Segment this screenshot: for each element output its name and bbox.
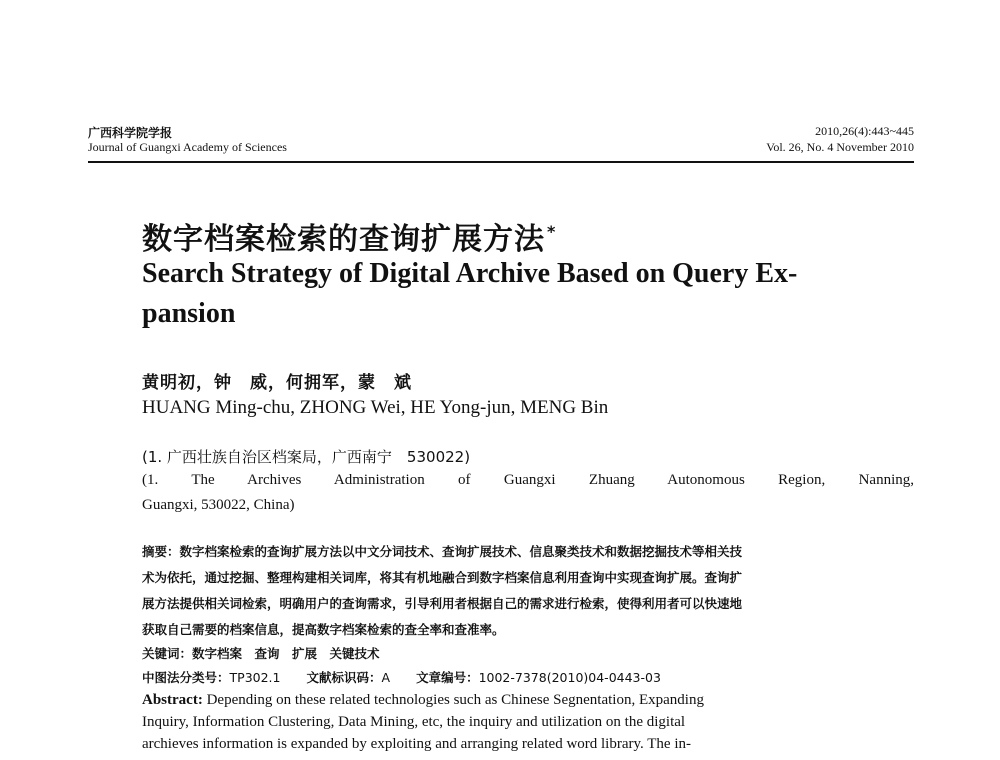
abstract-en-line-3: archieves information is expanded by exploiting and arranging related word library. The in- — [142, 736, 691, 752]
document-code-value: A — [381, 670, 391, 685]
title-en-line-2: pansion — [142, 298, 236, 329]
title-footnote-mark: * — [547, 222, 557, 241]
affiliation-en-line-1: (1. The Archives Administration of Guangxi Zhuang Autonomous Region, Nanning, — [142, 472, 914, 488]
keywords-cn: 关键词：数字档案 查询 扩展 关键技术 — [142, 646, 380, 661]
abstract-cn-line-2: 术为依托，通过挖掘、整理构建相关词库，将其有机地融合到数字档案信息利用查询中实现查询扩展。查询扩 — [142, 570, 743, 585]
article-number-label: 文章编号： — [416, 670, 479, 685]
clc-value: TP302.1 — [229, 670, 281, 685]
abstract-en-line-2: Inquiry, Information Clustering, Data Mining, etc, the inquiry and utilization on the digital — [142, 714, 686, 730]
affiliation-en-line-2: Guangxi, 530022, China) — [142, 497, 295, 513]
affiliation-cn: (1. 广西壮族自治区档案局，广西南宁 530022) — [142, 448, 471, 466]
abstract-en-line-1 — [142, 692, 914, 709]
abstract-en-label: Abstract: — [142, 692, 203, 708]
volume-issue: Vol. 26, No. 4 November 2010 — [766, 140, 914, 154]
article-number-value: 1002-7378(2010)04-0443-03 — [478, 670, 661, 685]
classification-line — [142, 668, 661, 686]
document-code-label: 文献标识码： — [306, 670, 382, 685]
abstract-cn-line-4: 获取自己需要的档案信息，提高数字档案检索的查全率和查准率。 — [142, 622, 505, 637]
abstract-cn-line-1: 摘要：数字档案检索的查询扩展方法以中文分词技术、查询扩展技术、信息聚类技术和数据挖掘技术等相关技 — [142, 544, 743, 559]
clc-label: 中图法分类号： — [142, 670, 230, 685]
abstract-en-line-1-text: Depending on these related technologies such as Chinese Segnentation, Expanding — [202, 692, 704, 708]
title-en-line-1: Search Strategy of Digital Archive Based on Query Ex- — [142, 258, 798, 289]
citation-range: 2010,26(4):443~445 — [815, 124, 914, 138]
authors-en: HUANG Ming-chu, ZHONG Wei, HE Yong-jun, MENG Bin — [142, 397, 609, 418]
abstract-cn-line-3: 展方法提供相关词检索，明确用户的查询需求，引导利用者根据自己的需求进行检索，使得利用者可以快速地 — [142, 596, 743, 611]
journal-name-cn: 广西科学院学报 — [88, 126, 173, 140]
title-cn-text: 数字档案检索的查询扩展方法 — [142, 222, 545, 257]
journal-name-en: Journal of Guangxi Academy of Sciences — [88, 140, 287, 154]
title-cn — [142, 214, 556, 258]
authors-cn: 黄明初，钟 威，何拥军，蒙 斌 — [142, 373, 412, 393]
header-rule — [88, 161, 914, 163]
